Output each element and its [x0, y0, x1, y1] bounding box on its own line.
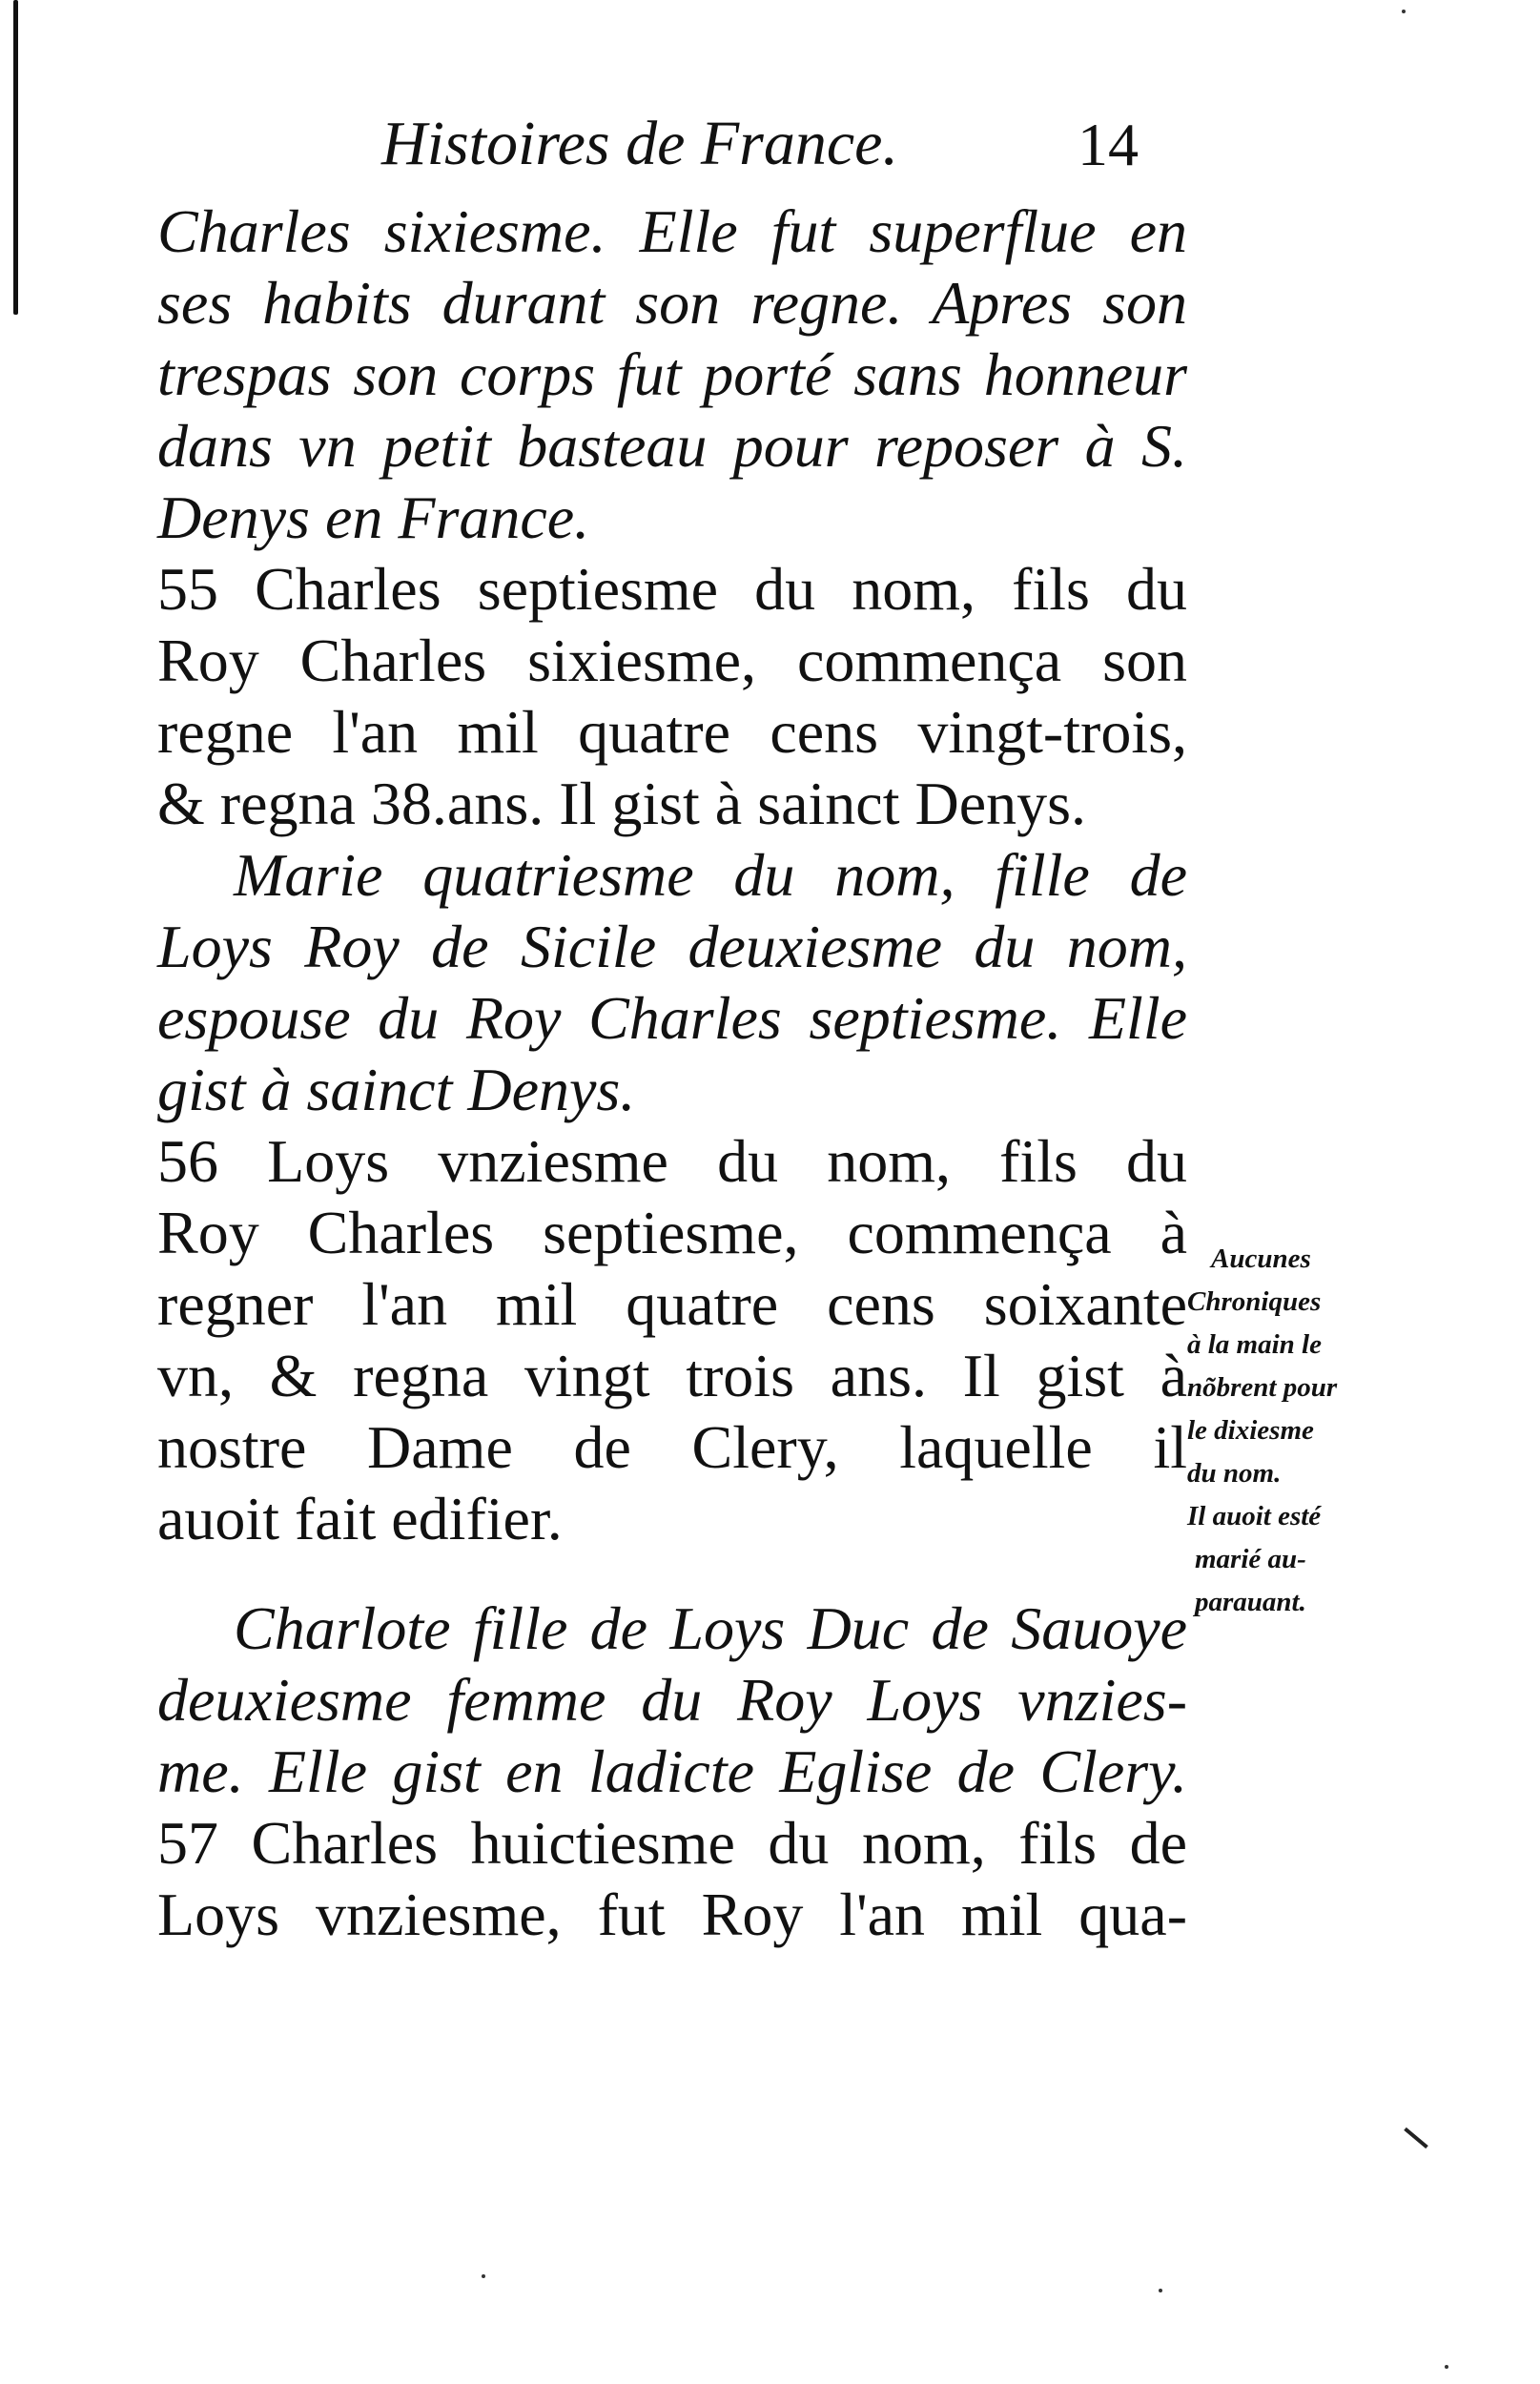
text-line: Charles sixiesme. Elle fut superflue en — [157, 197, 1187, 265]
text-line: Roy Charles septiesme, commença à — [157, 1199, 1187, 1266]
text-line: vn, & regna vingt trois ans. Il gist à — [157, 1342, 1187, 1409]
binding-edge — [13, 0, 18, 315]
margin-note-line: marié au- — [1195, 1544, 1306, 1574]
text-line: espouse du Roy Charles septiesme. Elle — [157, 984, 1187, 1052]
scan-speck — [1445, 2365, 1448, 2369]
text-line: regner l'an mil quatre cens soixante — [157, 1270, 1187, 1338]
margin-note-line: Il auoit esté — [1187, 1501, 1322, 1531]
margin-note-line: Aucunes — [1211, 1243, 1311, 1274]
text-line: auoit fait edifier. — [157, 1485, 563, 1552]
text-line: 57 Charles huictiesme du nom, fils de — [157, 1809, 1187, 1877]
text-line: nostre Dame de Clery, laquelle il — [157, 1413, 1187, 1481]
text-line: Charlote fille de Loys Duc de Sauoye — [234, 1594, 1187, 1662]
text-line: gist à sainct Denys. — [157, 1056, 636, 1123]
text-line: trespas son corps fut porté sans honneur — [157, 340, 1187, 408]
text-line: deuxiesme femme du Roy Loys vnzies- — [157, 1666, 1187, 1734]
running-head-title: Histoires de France. — [381, 109, 898, 178]
margin-note-line: le dixiesme — [1187, 1415, 1314, 1446]
text-line: regne l'an mil quatre cens vingt-trois, — [157, 698, 1187, 766]
text-line: 56 Loys vnziesme du nom, fils du — [157, 1127, 1187, 1195]
main-text — [157, 195, 1187, 1950]
margin-note-line: du nom. — [1187, 1458, 1282, 1489]
text-line: Loys Roy de Sicile deuxiesme du nom, — [157, 913, 1187, 980]
text-line: ses habits durant son regne. Apres son — [157, 269, 1187, 337]
scan-speck — [1402, 10, 1406, 13]
text-line: & regna 38.ans. Il gist à sainct Denys. — [157, 770, 1086, 837]
text-line: Roy Charles sixiesme, commença son — [157, 627, 1187, 694]
text-line: Marie quatriesme du nom, fille de — [234, 841, 1187, 909]
text-line: 55 Charles septiesme du nom, fils du — [157, 555, 1187, 623]
margin-note — [1187, 1238, 1407, 1624]
scan-speck — [482, 2274, 485, 2278]
scan-speck — [1159, 2289, 1162, 2292]
page-number: 14 — [1078, 111, 1139, 178]
margin-note-line: Chroniques — [1187, 1286, 1322, 1317]
text-line: Denys en France. — [157, 483, 590, 551]
text-line: dans vn petit basteau pour reposer à S. — [157, 412, 1187, 480]
margin-note-line: à la main le — [1187, 1329, 1322, 1360]
text-line: Loys vnziesme, fut Roy l'an mil qua- — [157, 1880, 1187, 1948]
margin-note-line: nõbrent pour — [1187, 1372, 1338, 1403]
margin-note-line: parauant. — [1195, 1587, 1306, 1617]
scan-mark — [1404, 2127, 1428, 2148]
text-line: me. Elle gist en ladicte Eglise de Clery. — [157, 1737, 1187, 1805]
